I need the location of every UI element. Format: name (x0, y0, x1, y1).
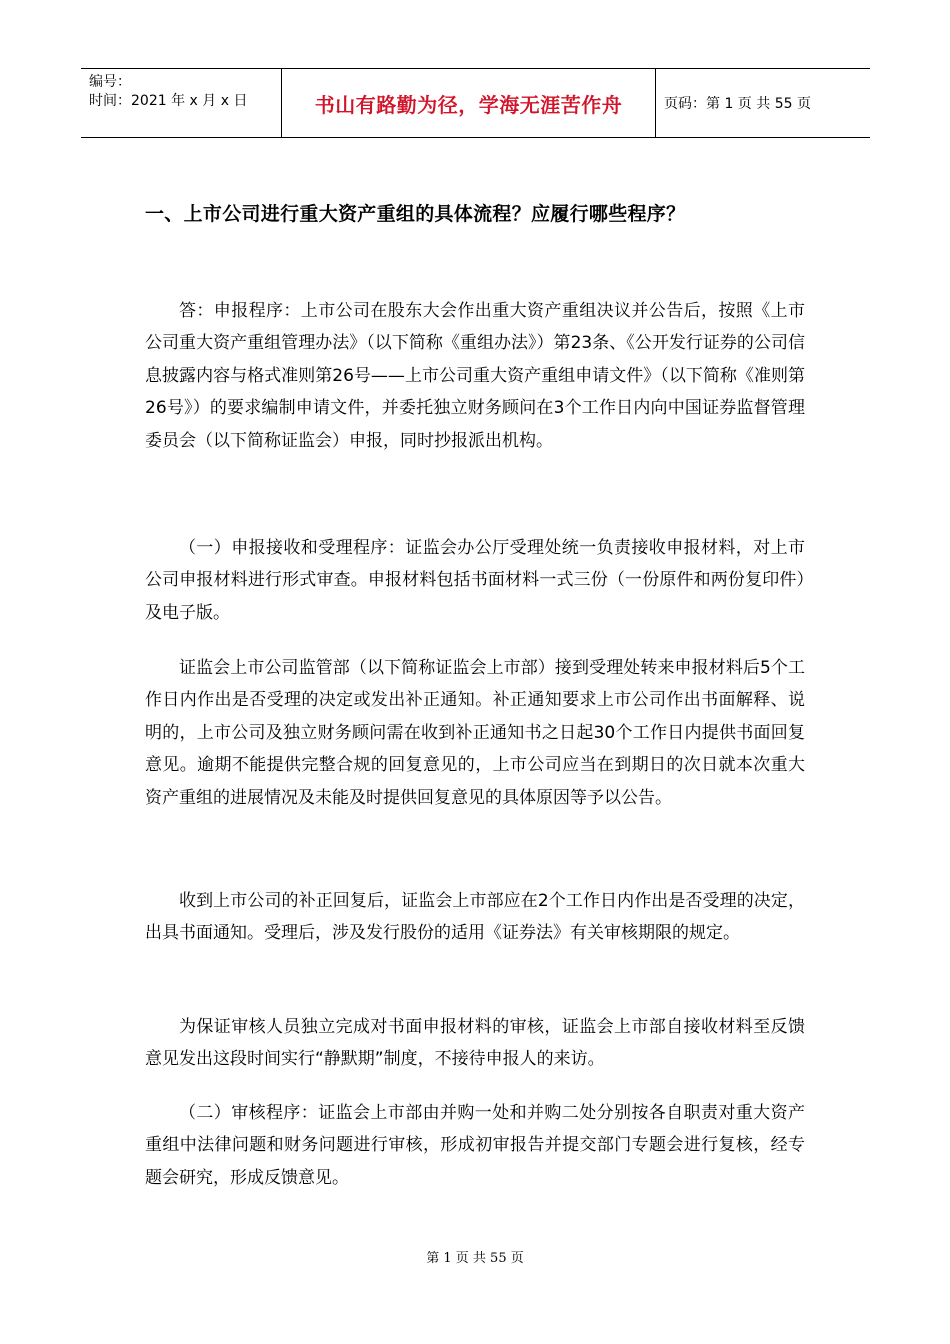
paragraph-application-procedure: 答：申报程序：上市公司在股东大会作出重大资产重组决议并公告后，按照《上市公司重大资产重组管理办法》（以下简称《重组办法》）第23条、《公开发行证券的公司信息披露内容与格式准则第26号——上市公司重大资产重组申请文件》（以下简称《准则第26号》）的要求编制申请文件，并委托独立财务顾问在3个工作日内向中国证券监督管理委员会（以下简称证监会）申报，同时抄报派出机构。 (145, 301, 805, 451)
document-date-label: 时间：2021 年 x 月 x 日 (89, 93, 248, 109)
review-paragraph-block (145, 1097, 805, 1194)
document-number-label: 编号： (89, 74, 131, 90)
answer-paragraph (145, 295, 805, 457)
quiet-period-paragraph-block (145, 1011, 805, 1076)
header-page-info: 页码：第 1 页 共 55 页 (664, 96, 811, 112)
paragraph-correction-reply: 收到上市公司的补正回复后，证监会上市部应在2个工作日内作出是否受理的决定，出具书面通知。受理后，涉及发行股份的适用《证券法》有关审核期限的规定。 (145, 891, 805, 944)
paragraph-supervision-correction: 证监会上市公司监管部（以下简称证监会上市部）接到受理处转来申报材料后5个工作日内作出是否受理的决定或发出补正通知。补正通知要求上市公司作出书面解释、说明的，上市公司及独立财务顾问需在收到补正通知书之日起30个工作日内提供书面回复意见。逾期不能提供完整合规的回复意见的，上市公司应当在到期日的次日就本次重大资产重组的进展情况及未能及时提供回复意见的具体原因等予以公告。 (145, 658, 805, 808)
supervision-paragraph-block (145, 652, 805, 814)
paragraph-review-procedure: （二）审核程序：证监会上市部由并购一处和并购二处分别按各自职责对重大资产重组中法律问题和财务问题进行审核，形成初审报告并提交部门专题会进行复核，经专题会研究，形成反馈意见。 (145, 1103, 805, 1188)
receipt-paragraph-block (145, 532, 805, 629)
paragraph-quiet-period: 为保证审核人员独立完成对书面申报材料的审核，证监会上市部自接收材料至反馈意见发出这段时间实行“静默期”制度，不接待申报人的来访。 (145, 1017, 805, 1070)
page-footer: 第 1 页 共 55 页 (426, 1251, 524, 1266)
paragraph-receipt-acceptance: （一）申报接收和受理程序：证监会办公厅受理处统一负责接收申报材料，对上市公司申报材料进行形式审查。申报材料包括书面材料一式三份（一份原件和两份复印件）及电子版。 (145, 538, 805, 623)
header-meta-cell (81, 69, 282, 137)
header-page-cell (656, 69, 870, 137)
header-motto: 书山有路勤为径，学海无涯苦作舟 (314, 92, 623, 117)
document-header-table (81, 68, 870, 138)
section-title: 一、上市公司进行重大资产重组的具体流程？应履行哪些程序？ (145, 203, 686, 225)
reply-paragraph-block (145, 885, 805, 950)
header-motto-cell (282, 69, 656, 137)
